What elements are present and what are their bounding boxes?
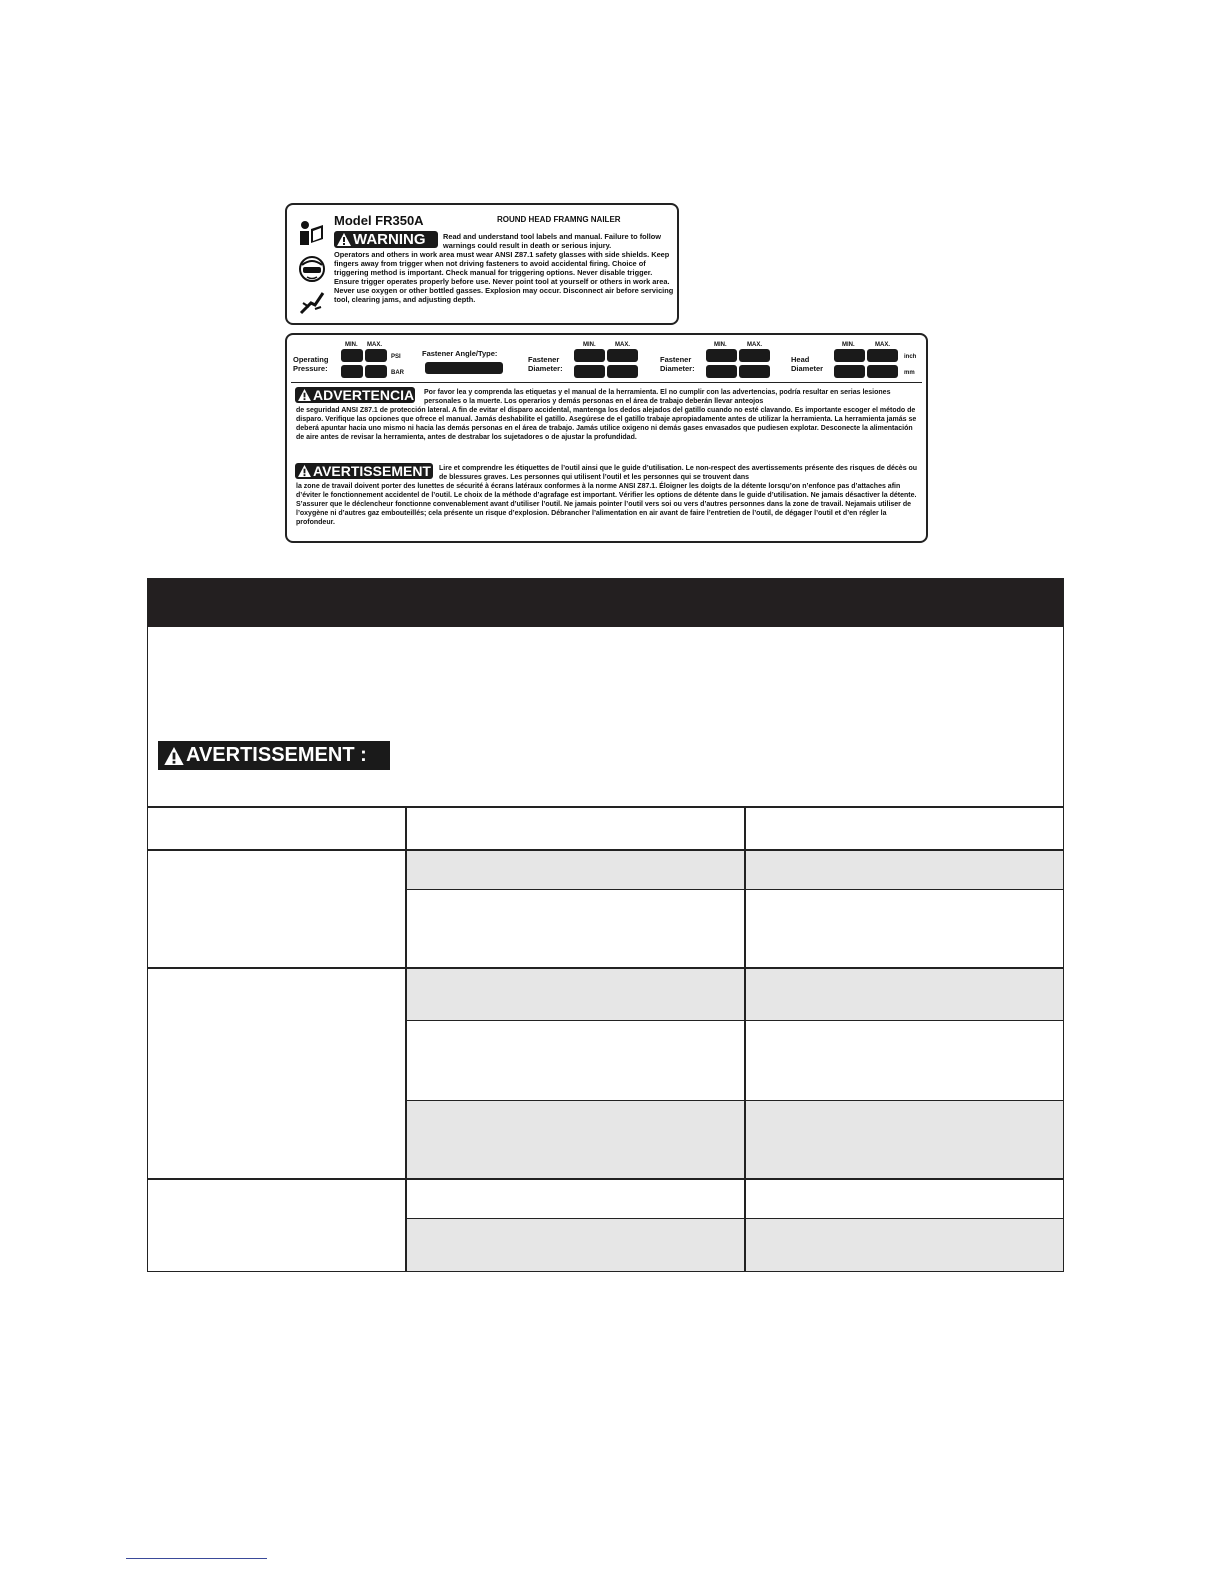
avertissement-badge-label: AVERTISSEMENT — [313, 463, 431, 479]
panel-header-bar — [148, 579, 1063, 627]
head-diameter-max-inch-box — [867, 349, 898, 362]
pressure-max-bar-box — [365, 365, 387, 378]
warning-text-intro: Read and understand tool labels and manual. Failure to follow warnings could result in death or serious injury. — [443, 232, 662, 250]
pressure-min-bar-box — [341, 365, 363, 378]
fastener-diameter-b-min-box-2 — [706, 365, 737, 378]
table-column-border — [744, 806, 746, 1271]
advertencia-text-body: de seguridad ANSI Z87.1 de protección lateral. A fin de evitar el disparo accidental, mantenga los dedos alejados del gatillo cuando no esté clavando. Es importante escoger el método de disparo. Verifique las opciones que ofrece el manual. Jamás deshabilite el gatillo. Asegúrese de el gatillo trabaje apropiadamente antes de utilizar la herramienta. La herramienta jamás se deberá apuntar hacia uno mismo ni hacia las demás personas en el área de trabajo. Jamás utilice oxigeno ni demás gases envasados que pudiesen explotar. Desconecte la alimentación de aire antes de revisar la herramienta, antes de destrabar los sujetadores o de ajustar la profundidad. — [296, 407, 917, 441]
table-row-border — [407, 1020, 1063, 1021]
table-row-border — [407, 889, 1063, 890]
warning-badge — [334, 231, 438, 248]
bar-unit: BAR — [391, 370, 404, 376]
tool-type-title: ROUND HEAD FRAMNG NAILER — [497, 215, 621, 224]
read-manual-icon — [297, 219, 327, 247]
fastener-diameter-min-box-2 — [574, 365, 605, 378]
fastener-angle-label: Fastener Angle/Type: — [422, 349, 498, 358]
max-label: MAX. — [875, 342, 890, 348]
fastener-diameter-b-max-box-2 — [739, 365, 770, 378]
max-label: MAX. — [615, 342, 630, 348]
operating-pressure-label-line2: Pressure: — [293, 364, 328, 373]
min-label: MIN. — [583, 342, 596, 348]
fastener-diameter-b-max-box — [739, 349, 770, 362]
table-top-border — [148, 806, 1063, 808]
pressure-max-psi-box — [365, 349, 387, 362]
table-row-shaded — [407, 1219, 1063, 1271]
fastener-diameter-b-min-box — [706, 349, 737, 362]
avertissement-badge — [295, 463, 433, 479]
table-row-border — [407, 1100, 1063, 1101]
tool-label-specs — [285, 333, 928, 543]
footnote-rule — [126, 1558, 267, 1559]
pressure-min-psi-box — [341, 349, 363, 362]
advertencia-text-intro: Por favor lea y comprenda las etiquetas y el manual de la herramienta. El no cumplir con las advertencias, podría resultar en serias lesiones personales o la muerte. Los operarios y demás personas en el área de trabajo deberán llevar anteojos — [424, 389, 891, 405]
warning-triangle-icon — [298, 389, 311, 401]
fastener-diameter-max-box — [607, 349, 638, 362]
spec-divider — [291, 382, 922, 383]
fastener-diameter-min-box — [574, 349, 605, 362]
model-title: Model FR350A — [334, 213, 424, 228]
advertencia-badge-label: ADVERTENCIA — [313, 387, 415, 403]
min-label: MIN. — [714, 342, 727, 348]
table-column-border — [405, 806, 407, 1271]
table-group-border — [148, 1178, 1063, 1180]
fastener-diameter-b-label-line2: Diameter: — [660, 364, 695, 373]
fastener-diameter-label-line2: Diameter: — [528, 364, 563, 373]
table-header-border — [148, 849, 1063, 851]
troubleshooting-panel — [147, 578, 1064, 1272]
head-diameter-min-mm-box — [834, 365, 865, 378]
table-row-shaded — [407, 851, 1063, 889]
warning-triangle-icon — [164, 747, 184, 765]
fastener-diameter-b-label-line1: Fastener — [660, 355, 692, 364]
operating-pressure-label-line1: Operating — [293, 355, 329, 364]
inch-unit: inch — [904, 354, 917, 360]
table-row-shaded — [407, 969, 1063, 1020]
fastener-diameter-max-box-2 — [607, 365, 638, 378]
head-diameter-max-mm-box — [867, 365, 898, 378]
panel-warning-badge-label: AVERTISSEMENT : — [186, 744, 367, 766]
head-diameter-min-inch-box — [834, 349, 865, 362]
table-group-border — [148, 967, 1063, 969]
min-label: MIN. — [345, 342, 358, 348]
psi-unit: PSI — [391, 354, 401, 360]
max-label: MAX. — [747, 342, 762, 348]
head-diameter-label-line1: Head — [791, 355, 810, 364]
hand-warning-icon — [297, 289, 327, 317]
head-diameter-label-line2: Diameter — [791, 364, 824, 373]
safety-glasses-icon — [297, 255, 327, 283]
avertissement-text-intro: Lire et comprendre les étiquettes de l’outil ainsi que le guide d’utilisation. Le non-respect des avertissements présente des risques de décès ou de blessures graves. Les personnes qui utilisent l’outil et les personnes qui se trouvent dans — [439, 465, 918, 481]
avertissement-text-body: la zone de travail doivent porter des lunettes de sécurité à écrans latéraux conformes à la norme ANSI Z87.1. Éloigner les doigts de la détente lorsqu’on n’enfonce pas d’attaches afin d’éviter le fonctionnement accidentel de l’outil. Le choix de la méthode d’agrafage est important. Vérifier les options de détente dans le guide d’utilisation. Ne jamais désactiver la détente. S’assurer que le déclencheur fonctionne convenablement avant d’utiliser l’outil. Ne jamais pointer l’outil vers soi ou vers d’autres personnes dans la zone de travail. Nejamais utiliser de l’oxygène ni d’autres gaz embouteillés; cela présente un risque d’explosion. Débrancher l’alimentation en air avant de faire l’entretien de l’outil, de dégager l’outil et d’en régler la profondeur. — [296, 483, 917, 526]
warning-text-body: Operators and others in work area must wear ANSI Z87.1 safety glasses with side shields. Keep fingers away from trigger when not driving fasteners to avoid accidental firing. Choice of triggering method is important. Check manual for triggering options. Never disable trigger. Ensure trigger operates properly before use. Never point tool at yourself or others in work area. Never use oxygen or other bottled gasses. Explosion may occur. Disconnect air before servicing tool, clearing jams, and adjusting depth. — [334, 250, 674, 304]
fastener-angle-box — [425, 362, 503, 374]
max-label: MAX. — [367, 342, 382, 348]
advertencia-badge — [295, 387, 415, 403]
table-row-shaded — [407, 1100, 1063, 1178]
fastener-diameter-label-line1: Fastener — [528, 355, 560, 364]
mm-unit: mm — [904, 370, 915, 376]
min-label: MIN. — [842, 342, 855, 348]
warning-badge-label: WARNING — [353, 231, 426, 248]
table-row-border — [407, 1218, 1063, 1219]
warning-triangle-icon — [298, 465, 311, 477]
panel-warning-badge — [158, 741, 390, 770]
warning-triangle-icon — [337, 233, 351, 246]
tool-label-warning — [285, 203, 679, 325]
